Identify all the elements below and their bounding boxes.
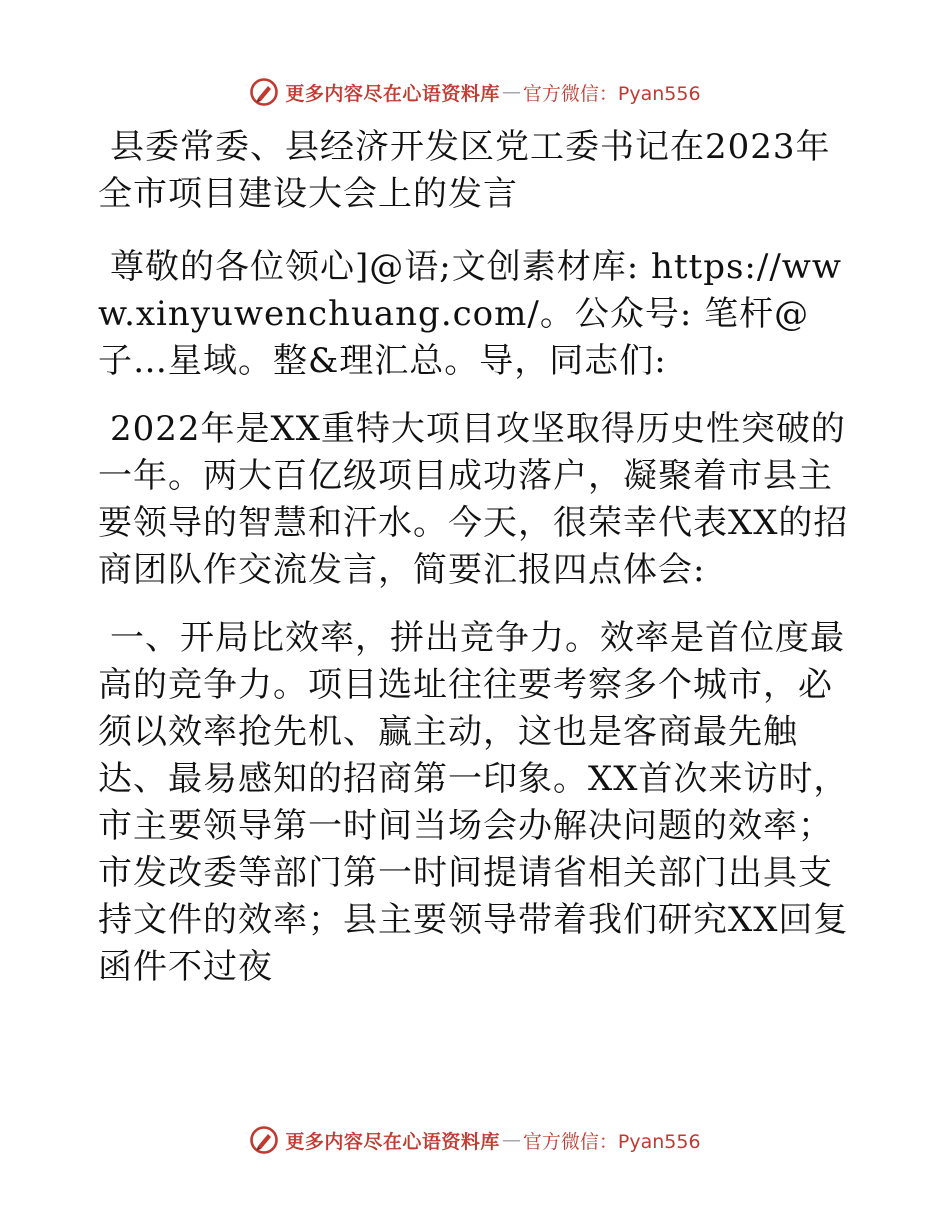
paragraph-point-one: 一、开局比效率，拼出竞争力。效率是首位度最高的竞争力。项目选址往往要考察多个城市，必须以效率抢先机、赢主动，这也是客商最先触达、最易感知的招商第一印象。XX首次来访时，市主要领导第一时间当场会办解决问题的效率；市发改委等部门第一时间提请省相关部门出具支持文件的效率；县主要领导带着我们研究XX回复函件不过夜 xyxy=(98,618,849,987)
banner-brand-text: 更多内容尽在心语资料库 xyxy=(285,82,500,105)
document-title: 县委常委、县经济开发区党工委书记在2023年全市项目建设大会上的发言 xyxy=(98,127,831,214)
document-body xyxy=(98,124,858,1012)
banner-separator: — xyxy=(501,1129,521,1151)
banner-separator: — xyxy=(501,81,521,103)
paragraph-intro: 2022年是XX重特大项目攻坚取得历史性突破的一年。两大百亿级项目成功落户，凝聚着市县主要领导的智慧和汗水。今天，很荣幸代表XX的招商团队作交流发言，简要汇报四点体会: xyxy=(98,409,849,590)
pen-logo-icon xyxy=(249,77,279,107)
banner-brand-text: 更多内容尽在心语资料库 xyxy=(285,1130,500,1153)
banner-wechat-text: 官方微信：Pyan556 xyxy=(522,82,701,105)
banner-wechat-text: 官方微信：Pyan556 xyxy=(522,1130,701,1153)
paragraph-salutation: 尊敬的各位领心]@语;文创素材库: https://www.xinyuwenchuang.com/。公众号: 笔杆@子…星域。整&理汇总。导，同志们: xyxy=(98,247,842,381)
header-banner xyxy=(0,72,950,112)
pen-logo-icon xyxy=(249,1125,279,1155)
footer-banner xyxy=(0,1120,950,1160)
